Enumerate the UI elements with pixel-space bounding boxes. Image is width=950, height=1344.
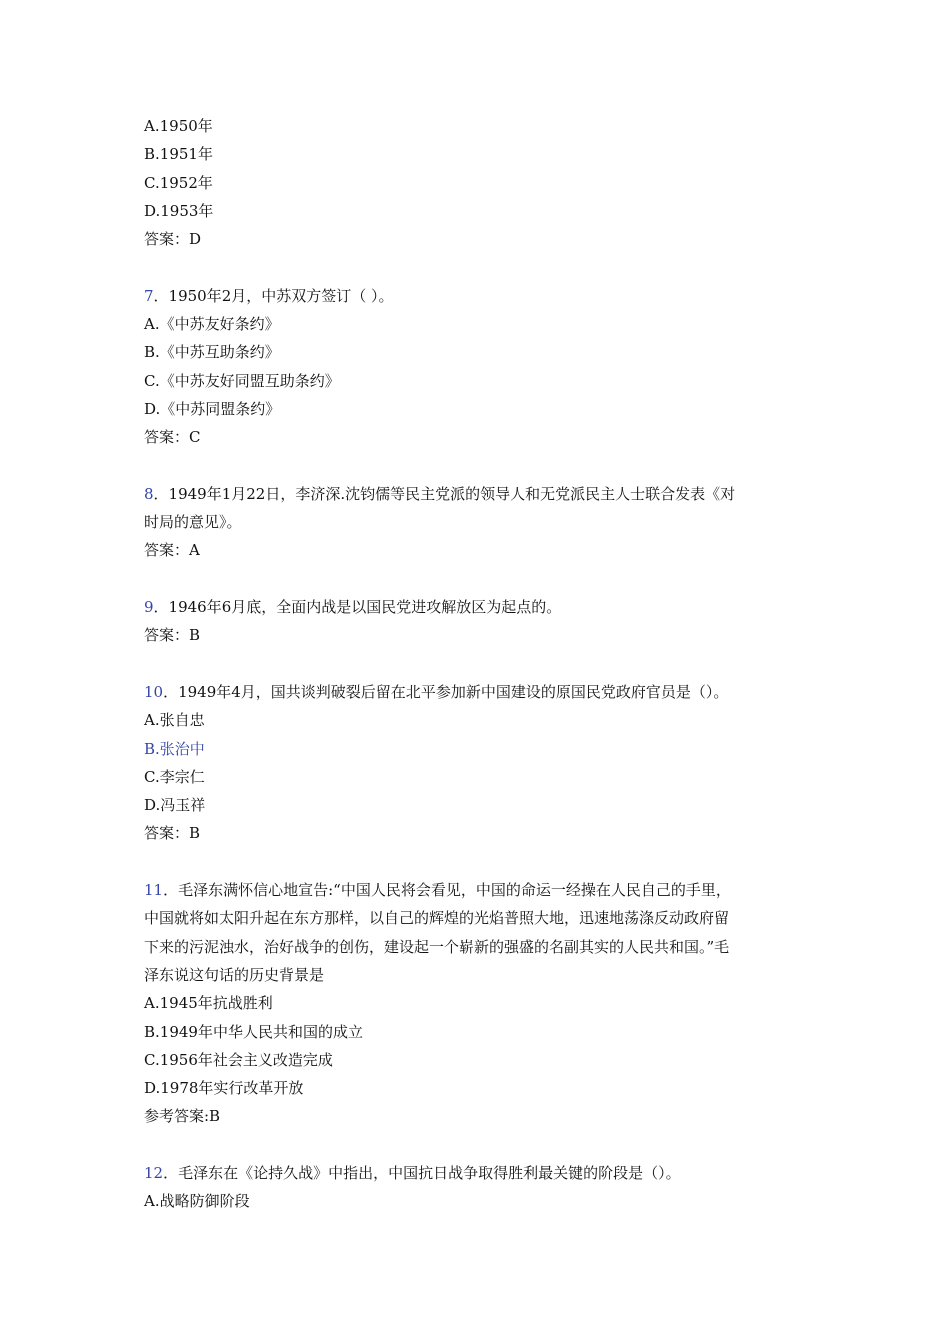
- question-text-line-3: 下来的污泥浊水，治好战争的创伤，建设起一个崭新的强盛的名副其实的人民共和国。”毛: [144, 937, 730, 956]
- question-7: [144, 282, 814, 452]
- question-text: ．1950年2月，中苏双方签订（ ）。: [153, 286, 394, 305]
- option-b: B.张治中: [144, 739, 205, 758]
- question-stem: [144, 1159, 814, 1187]
- option-c: C.1952年: [144, 173, 213, 192]
- option-c: C.1956年社会主义改造完成: [144, 1050, 333, 1069]
- option-d: D.冯玉祥: [144, 796, 206, 815]
- question-text-line-2: 时局的意见》。: [144, 513, 242, 532]
- question-stem: [144, 480, 814, 508]
- option-b: B.《中苏互助条约》: [144, 343, 280, 362]
- question-text-line-2: 中国就将如太阳升起在东方那样，以自己的辉煌的光焰普照大地，迅速地荡涤反动政府留: [144, 909, 730, 928]
- question-number: 11: [144, 881, 164, 900]
- question-stem: [144, 593, 814, 621]
- option-d: D.《中苏同盟条约》: [144, 399, 281, 418]
- option-d: D.1978年实行改革开放: [144, 1079, 304, 1098]
- question-stem: [144, 678, 814, 706]
- question-number: 12: [144, 1163, 164, 1182]
- question-6: [144, 112, 814, 253]
- question-text-line-1: ．1949年1月22日，李济深.沈钧儒等民主党派的领导人和无党派民主人士联合发表《对: [153, 484, 736, 503]
- answer: 答案：A: [144, 541, 200, 560]
- option-a: A.张自忠: [144, 711, 205, 730]
- question-number: 9: [144, 598, 154, 617]
- option-d: D.1953年: [144, 201, 214, 220]
- option-c: C.李宗仁: [144, 767, 205, 786]
- question-number: 10: [144, 682, 164, 701]
- document-page: [144, 112, 814, 1216]
- question-stem: [144, 876, 814, 904]
- answer: 参考答案:B: [144, 1107, 221, 1126]
- question-text-line-1: ．毛泽东满怀信心地宣告:“中国人民将会看见，中国的命运一经操在人民自己的手里，: [163, 881, 731, 900]
- question-9: [144, 593, 814, 650]
- answer: 答案：B: [144, 824, 201, 843]
- question-number: 8: [144, 484, 154, 503]
- question-text-line-4: 泽东说这句话的历史背景是: [144, 965, 325, 984]
- question-text: ．毛泽东在《论持久战》中指出，中国抗日战争取得胜利最关键的阶段是（）。: [163, 1163, 681, 1182]
- question-11: [144, 876, 814, 1131]
- answer: 答案：D: [144, 230, 202, 249]
- option-a: A.1950年: [144, 117, 213, 135]
- question-10: [144, 678, 814, 848]
- question-text: ．1949年4月，国共谈判破裂后留在北平参加新中国建设的原国民党政府官员是（）。: [163, 682, 729, 701]
- question-text: ．1946年6月底，全面内战是以国民党进攻解放区为起点的。: [153, 598, 562, 617]
- option-c: C.《中苏友好同盟互助条约》: [144, 371, 340, 390]
- option-a: A.《中苏友好条约》: [144, 315, 280, 334]
- option-a: A.1945年抗战胜利: [144, 994, 273, 1013]
- option-b: B.1949年中华人民共和国的成立: [144, 1022, 363, 1041]
- question-12: [144, 1159, 814, 1216]
- answer: 答案：C: [144, 428, 201, 447]
- option-a: A.战略防御阶段: [144, 1192, 250, 1211]
- question-8: [144, 480, 814, 565]
- answer: 答案：B: [144, 626, 201, 645]
- question-number: 7: [144, 286, 154, 305]
- option-b: B.1951年: [144, 145, 213, 164]
- question-stem: [144, 282, 814, 310]
